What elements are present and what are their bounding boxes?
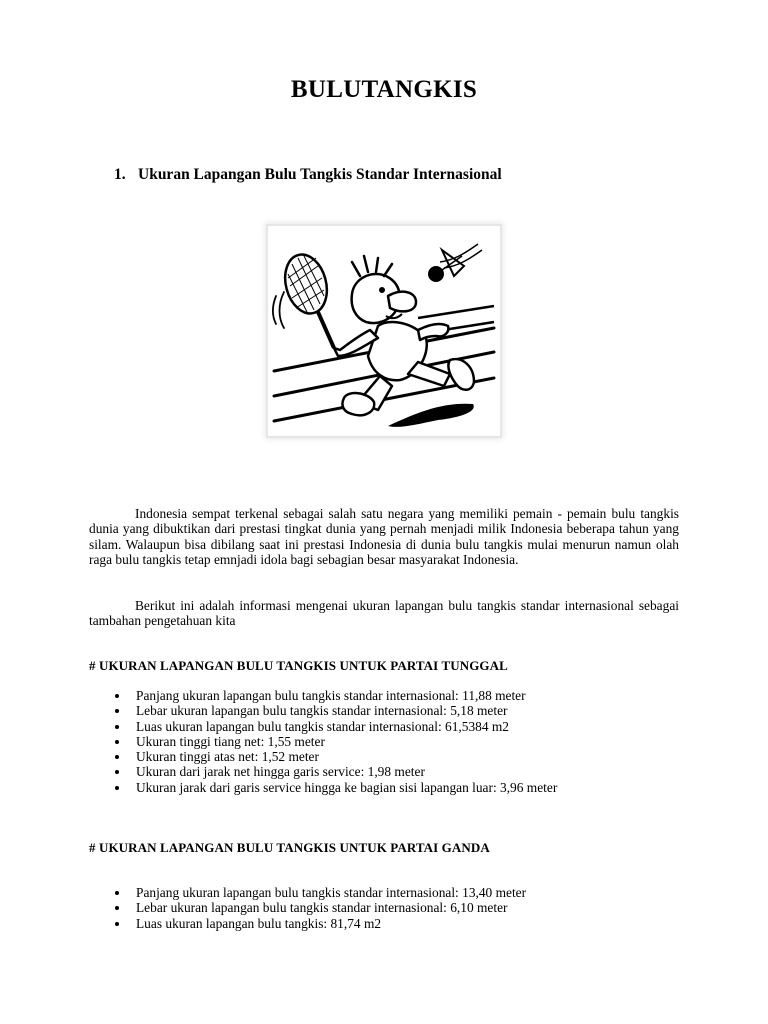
list-item: Ukuran tinggi atas net: 1,52 meter (112, 749, 557, 764)
badminton-illustration (268, 226, 500, 436)
ganda-list (112, 885, 526, 931)
info-paragraph (89, 598, 679, 629)
section-heading-1 (114, 166, 502, 184)
intro-paragraph-text: Indonesia sempat terkenal sebagai salah satu negara yang memiliki pemain - pemain bulu tangkis dunia yang dibuktikan dari prestasi tingkat dunia yang pernah menjadi milik Indonesia beberapa tahun yang silam. Walaupun bisa dibilang saat ini prestasi Indonesia di dunia bulu tangkis mulai menurun namun olah raga bulu tangkis tetap emnjadi idola bagi sebagian besar masyarakat Indonesia. (89, 506, 679, 567)
list-item: Ukuran tinggi tiang net: 1,55 meter (112, 734, 557, 749)
tunggal-heading: # UKURAN LAPANGAN BULU TANGKIS UNTUK PARTAI TUNGGAL (89, 658, 508, 673)
list-item: Lebar ukuran lapangan bulu tangkis standar internasional: 6,10 meter (112, 900, 526, 915)
list-item: Luas ukuran lapangan bulu tangkis: 81,74 m2 (112, 916, 526, 931)
document-title: BULUTANGKIS (290, 76, 478, 103)
section-heading-text: Ukuran Lapangan Bulu Tangkis Standar Internasional (138, 166, 502, 183)
list-item: Lebar ukuran lapangan bulu tangkis standar internasional: 5,18 meter (112, 703, 557, 718)
section-number: 1. (114, 166, 126, 183)
list-item: Ukuran jarak dari garis service hingga ke bagian sisi lapangan luar: 3,96 meter (112, 780, 557, 795)
list-item: Luas ukuran lapangan bulu tangkis standar internasional: 61,5384 m2 (112, 719, 557, 734)
ganda-heading: # UKURAN LAPANGAN BULU TANGKIS UNTUK PARTAI GANDA (89, 840, 490, 855)
tunggal-list (112, 688, 557, 795)
list-item: Panjang ukuran lapangan bulu tangkis standar internasional: 11,88 meter (112, 688, 557, 703)
badminton-player-icon (268, 226, 500, 436)
info-paragraph-text: Berikut ini adalah informasi mengenai ukuran lapangan bulu tangkis standar internasional sebagai tambahan pengetahuan kita (89, 598, 679, 629)
intro-paragraph (89, 506, 679, 567)
list-item: Panjang ukuran lapangan bulu tangkis standar internasional: 13,40 meter (112, 885, 526, 900)
list-item: Ukuran dari jarak net hingga garis service: 1,98 meter (112, 764, 557, 779)
